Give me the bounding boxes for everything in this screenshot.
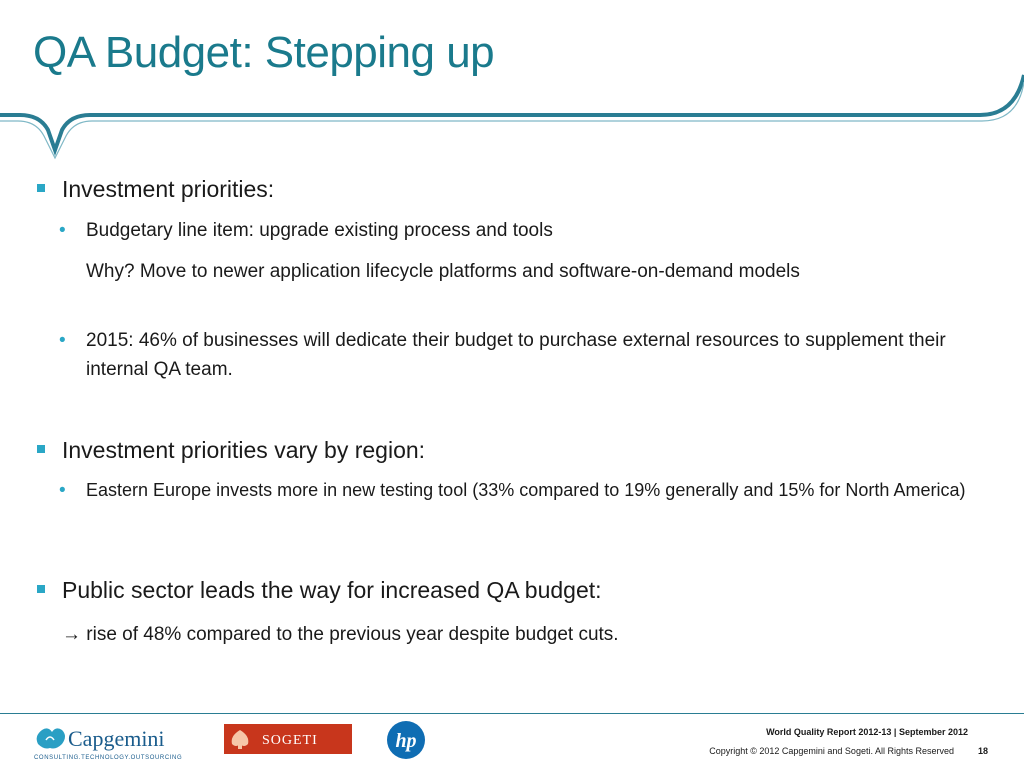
footer-divider [0,713,1024,714]
capgemini-logo [32,718,192,764]
sub-bullet-text: 2015: 46% of businesses will dedicate their budget to purchase external resources to supplement their internal QA team. [86,330,946,380]
hp-logo [386,720,426,760]
capgemini-spade-icon [37,728,65,748]
footer-report-title: World Quality Report 2012-13 | September 2012 [766,727,968,737]
dot-bullet-icon: • [59,330,66,351]
sub-bullet-text: Budgetary line item: upgrade existing process and tools [86,220,553,241]
square-bullet-icon [37,184,45,192]
hp-wordmark: hp [395,730,417,752]
dot-bullet-icon: • [59,480,66,501]
sub-bullet [59,477,976,504]
section-heading: Public sector leads the way for increased QA budget: [62,577,602,603]
dot-bullet-icon: • [59,220,66,241]
sub-bullet [59,326,976,384]
capgemini-tagline: CONSULTING.TECHNOLOGY.OUTSOURCING [34,755,183,761]
capgemini-wordmark: Capgemini [68,726,165,751]
bullet-investment-by-region [62,437,425,464]
section-heading: Investment priorities: [62,176,275,202]
sub-bullet-text: Why? Move to newer application lifecycle platforms and software-on-demand models [86,261,800,282]
slide-title: QA Budget: Stepping up [33,28,495,77]
sub-bullet-text: rise of 48% compared to the previous year despite budget cuts. [81,624,619,645]
header-wave-divider [0,70,1024,160]
sub-bullet-arrow [62,620,952,649]
sub-bullet [59,216,976,245]
right-arrow-icon: → [62,624,81,645]
sub-bullet-text: Eastern Europe invests more in new testing tool (33% compared to 19% generally and 15% for North America) [86,480,966,500]
square-bullet-icon [37,585,45,593]
sogeti-logo [224,724,352,754]
section-heading: Investment priorities vary by region: [62,437,426,463]
bullet-public-sector [62,577,602,604]
page-number: 18 [977,746,988,756]
square-bullet-icon [37,445,45,453]
sogeti-wordmark: SOGETI [262,733,318,748]
footer-copyright: Copyright © 2012 Capgemini and Sogeti. All Rights Reserved [709,746,954,756]
bullet-investment-priorities [62,176,274,203]
sub-bullet-continuation [86,257,976,286]
